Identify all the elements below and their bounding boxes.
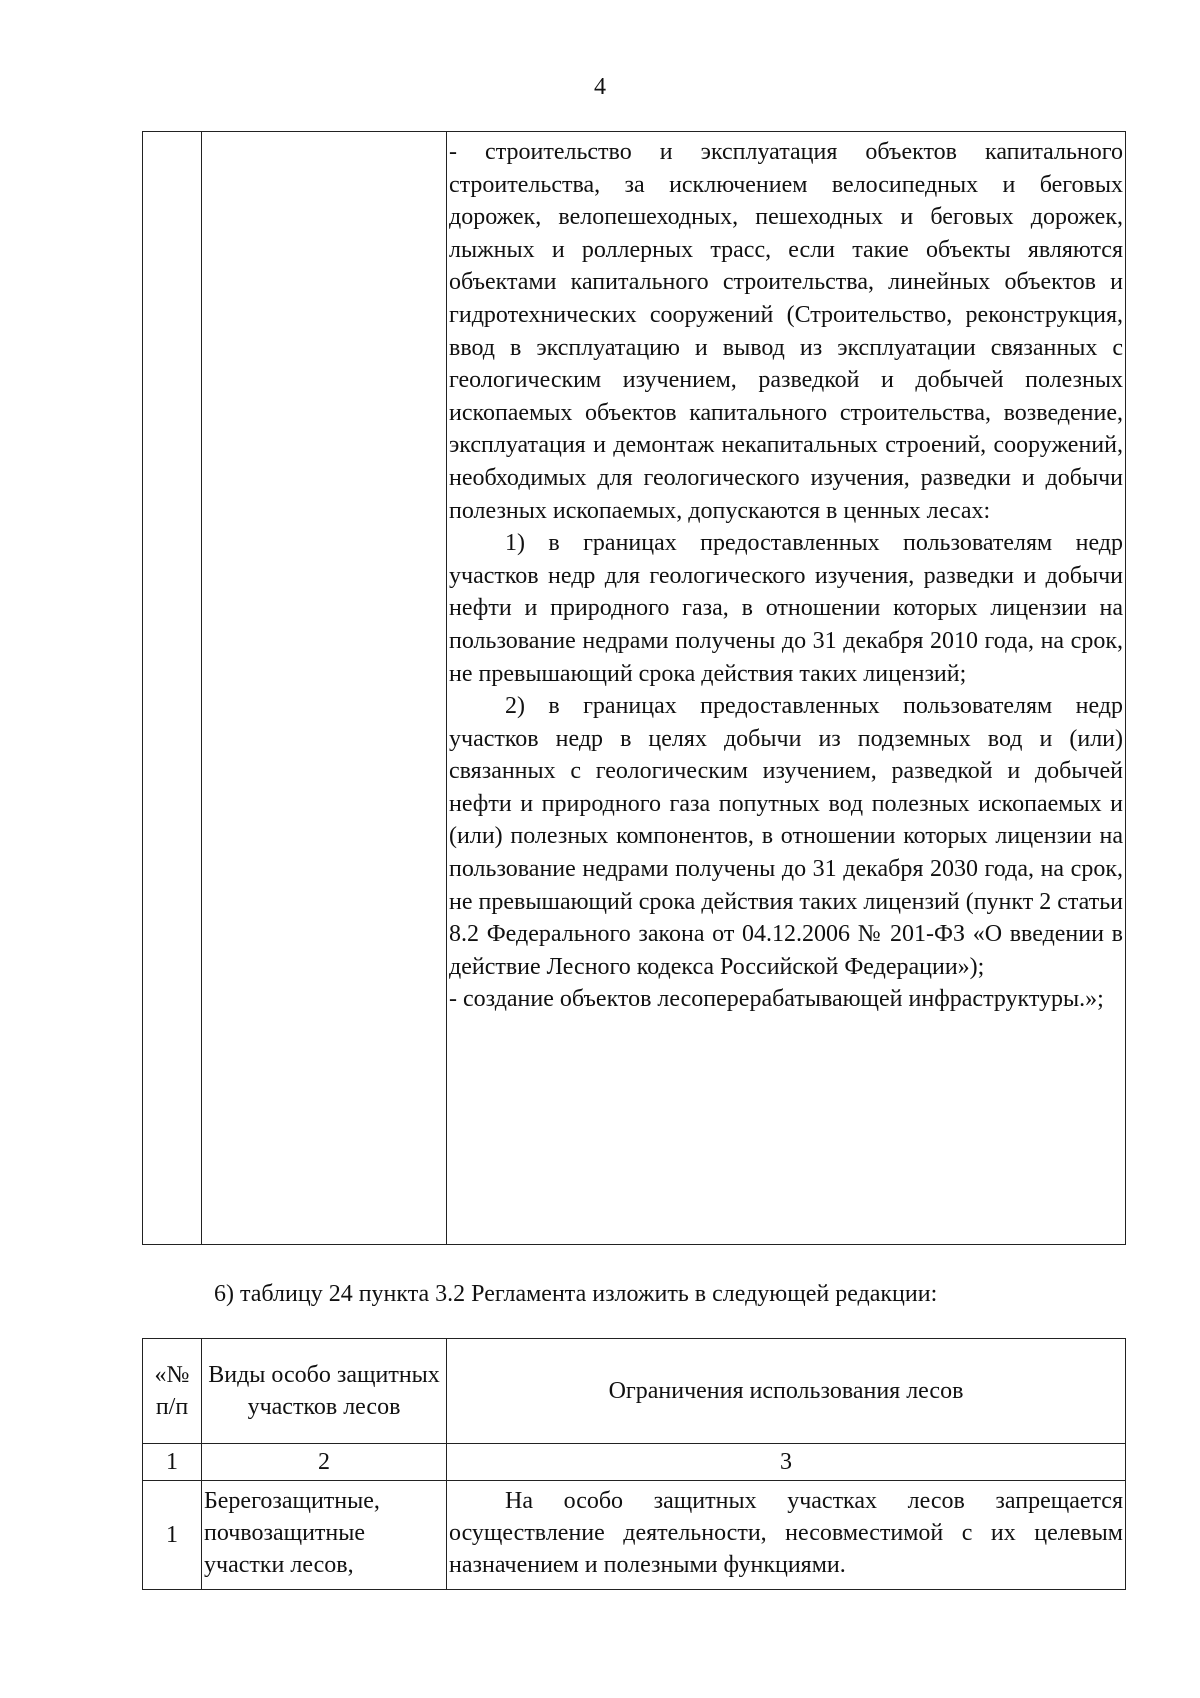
header-row [143,1339,1126,1444]
paragraph-infrastructure: - создание объектов лесоперерабатывающей инфраструктуры.»; [449,986,1104,1013]
cell-restrictions [447,132,1126,1245]
row-number: 1 [143,1481,202,1590]
column-number-2: 2 [202,1444,447,1481]
regulation-table-continuation [142,131,1126,1245]
column-number-3: 3 [447,1444,1126,1481]
table-row [143,1481,1126,1590]
table-24 [142,1338,1126,1590]
table-row [143,132,1126,1245]
cell-number-empty [143,132,202,1245]
paragraph-item-2: 2) в границах предоставленных пользователям недр участков недр в целях добычи из подземных вод и (или) связанных с геологическим изучением, разведкой и добычей нефти и природного газа попутных вод полезных ископаемых и (или) полезных компонентов, в отношении которых лицензии на пользование недрами получены до 31 декабря 2030 года, на срок, не превышающий срока действия таких лицензий (пункт 2 статьи 8.2 Федерального закона от 04.12.2006 № 201-ФЗ «О введении в действие Лесного кодекса Российской Федерации»); [449,693,1123,980]
page-number: 4 [594,74,606,100]
row-restriction: На особо защитных участках лесов запрещается осуществление деятельности, несовместимой с их целевым назначением и полезными функциями. [447,1481,1126,1590]
instruction-paragraph: 6) таблицу 24 пункта 3.2 Регламента изложить в следующей редакции: [214,1281,938,1307]
header-type: Виды особо защитных участков лесов [202,1339,447,1444]
restrictions-text [447,132,1125,1016]
cell-type-empty [202,132,447,1245]
column-number-row [143,1444,1126,1481]
paragraph-item-1: 1) в границах предоставленных пользователям недр участков недр для геологического изучения, разведки и добычи нефти и природного газа, в отношении которых лицензии на пользование недрами получены до 31 декабря 2010 года, на срок, не превышающий срока действия таких лицензий; [449,530,1123,687]
header-restrictions: Ограничения использования лесов [447,1339,1126,1444]
paragraph-construction: - строительство и эксплуатация объектов капитального строительства, за исключением велосипедных и беговых дорожек, велопешеходных, пешеходных и беговых дорожек, лыжных и роллерных трасс, если такие объекты являются объектами капитального строительства, линейных объектов и гидротехнических сооружений (Строительство, реконструкция, ввод в эксплуатацию и вывод из эксплуатации связанных с геологическим изучением, разведкой и добычей полезных ископаемых объектов капитального строительства, возведение, эксплуатация и демонтаж некапитальных строений, сооружений, необходимых для геологического изучения, разведки и добычи полезных ископаемых, допускаются в ценных лесах: [449,139,1123,524]
column-number-1: 1 [143,1444,202,1481]
header-number: «№ п/п [143,1339,202,1444]
row-type: Берегозащитные, почвозащитные участки лесов, [202,1481,447,1590]
